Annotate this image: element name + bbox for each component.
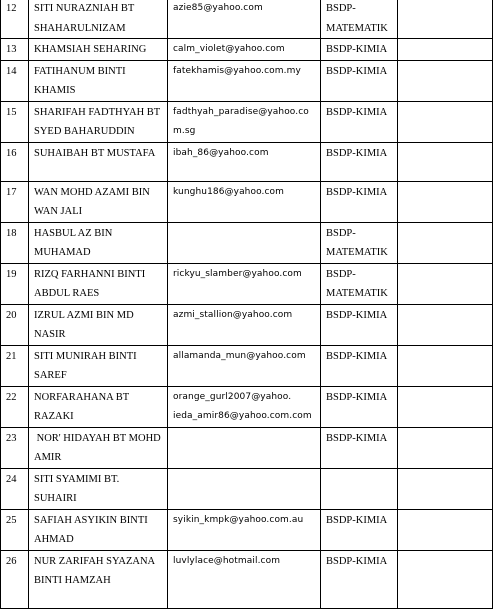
row-number: 22 bbox=[1, 386, 29, 427]
row-number: 23 bbox=[1, 427, 29, 468]
row-number: 14 bbox=[1, 60, 29, 101]
student-program: BSDP-MATEMATIK bbox=[321, 0, 398, 39]
student-name: SITI MUNIRAH BINTI SAREF bbox=[29, 345, 168, 386]
student-name: SITI NURAZNIAH BT SHAHARULNIZAM bbox=[29, 0, 168, 39]
row-number: 20 bbox=[1, 304, 29, 345]
blank-cell bbox=[398, 550, 493, 608]
student-email bbox=[168, 427, 321, 468]
row-number: 26 bbox=[1, 550, 29, 608]
row-number: 13 bbox=[1, 39, 29, 61]
row-number: 19 bbox=[1, 263, 29, 304]
row-number: 18 bbox=[1, 222, 29, 263]
student-program: BSDP-KIMIA bbox=[321, 181, 398, 222]
blank-cell bbox=[398, 304, 493, 345]
student-program: BSDP-KIMIA bbox=[321, 550, 398, 608]
blank-cell bbox=[398, 181, 493, 222]
table-row bbox=[1, 427, 493, 468]
blank-cell bbox=[398, 101, 493, 142]
student-email: fatekhamis@yahoo.com.my bbox=[168, 60, 321, 101]
table-row bbox=[1, 142, 493, 181]
blank-cell bbox=[398, 0, 493, 39]
student-name: WAN MOHD AZAMI BIN WAN JALI bbox=[29, 181, 168, 222]
blank-cell bbox=[398, 222, 493, 263]
student-email: allamanda_mun@yahoo.com bbox=[168, 345, 321, 386]
blank-cell bbox=[398, 427, 493, 468]
student-program: BSDP-KIMIA bbox=[321, 304, 398, 345]
table-row bbox=[1, 468, 493, 509]
student-email: kunghu186@yahoo.com bbox=[168, 181, 321, 222]
blank-cell bbox=[398, 39, 493, 61]
student-program: BSDP-KIMIA bbox=[321, 60, 398, 101]
student-program: BSDP-KIMIA bbox=[321, 427, 398, 468]
student-name: HASBUL AZ BIN MUHAMAD bbox=[29, 222, 168, 263]
student-email: calm_violet@yahoo.com bbox=[168, 39, 321, 61]
student-name: SHARIFAH FADTHYAH BT SYED BAHARUDDIN bbox=[29, 101, 168, 142]
student-name: NUR ZARIFAH SYAZANA BINTI HAMZAH bbox=[29, 550, 168, 608]
student-program: BSDP-KIMIA bbox=[321, 509, 398, 550]
student-program: BSDP-KIMIA bbox=[321, 39, 398, 61]
student-program: BSDP-MATEMATIK bbox=[321, 222, 398, 263]
table-row bbox=[1, 263, 493, 304]
blank-cell bbox=[398, 263, 493, 304]
table-row bbox=[1, 60, 493, 101]
table-row bbox=[1, 181, 493, 222]
blank-cell bbox=[398, 468, 493, 509]
student-email: fadthyah_paradise@yahoo.com.sg bbox=[168, 101, 321, 142]
student-email: luvlylace@hotmail.com bbox=[168, 550, 321, 608]
blank-cell bbox=[398, 386, 493, 427]
student-name: NOR' HIDAYAH BT MOHD AMIR bbox=[29, 427, 168, 468]
row-number: 15 bbox=[1, 101, 29, 142]
student-program bbox=[321, 468, 398, 509]
student-program: BSDP-MATEMATIK bbox=[321, 263, 398, 304]
student-name: FATIHANUM BINTI KHAMIS bbox=[29, 60, 168, 101]
table-row bbox=[1, 101, 493, 142]
table-row bbox=[1, 509, 493, 550]
student-program: BSDP-KIMIA bbox=[321, 142, 398, 181]
table-row bbox=[1, 345, 493, 386]
blank-cell bbox=[398, 60, 493, 101]
student-name: IZRUL AZMI BIN MD NASIR bbox=[29, 304, 168, 345]
table-row bbox=[1, 550, 493, 608]
student-email bbox=[168, 222, 321, 263]
student-email: ibah_86@yahoo.com bbox=[168, 142, 321, 181]
blank-cell bbox=[398, 142, 493, 181]
row-number: 17 bbox=[1, 181, 29, 222]
student-table-body bbox=[1, 0, 493, 608]
student-name: KHAMSIAH SEHARING bbox=[29, 39, 168, 61]
student-program: BSDP-KIMIA bbox=[321, 345, 398, 386]
blank-cell bbox=[398, 345, 493, 386]
student-name: RIZQ FARHANNI BINTI ABDUL RAES bbox=[29, 263, 168, 304]
row-number: 24 bbox=[1, 468, 29, 509]
student-program: BSDP-KIMIA bbox=[321, 101, 398, 142]
row-number: 21 bbox=[1, 345, 29, 386]
table-row bbox=[1, 222, 493, 263]
student-program: BSDP-KIMIA bbox=[321, 386, 398, 427]
table-row bbox=[1, 386, 493, 427]
table-row bbox=[1, 304, 493, 345]
row-number: 12 bbox=[1, 0, 29, 39]
student-email: rickyu_slamber@yahoo.com bbox=[168, 263, 321, 304]
student-email: orange_gurl2007@yahoo. ieda_amir86@yahoo.com.com bbox=[168, 386, 321, 427]
table-row bbox=[1, 39, 493, 61]
student-email: syikin_kmpk@yahoo.com.au bbox=[168, 509, 321, 550]
student-email: azmi_stallion@yahoo.com bbox=[168, 304, 321, 345]
row-number: 25 bbox=[1, 509, 29, 550]
student-name: SUHAIBAH BT MUSTAFA bbox=[29, 142, 168, 181]
student-name: SITI SYAMIMI BT. SUHAIRI bbox=[29, 468, 168, 509]
student-name: SAFIAH ASYIKIN BINTI AHMAD bbox=[29, 509, 168, 550]
student-email: azie85@yahoo.com bbox=[168, 0, 321, 39]
student-name: NORFARAHANA BT RAZAKI bbox=[29, 386, 168, 427]
row-number: 16 bbox=[1, 142, 29, 181]
blank-cell bbox=[398, 509, 493, 550]
table-row bbox=[1, 0, 493, 39]
student-email bbox=[168, 468, 321, 509]
